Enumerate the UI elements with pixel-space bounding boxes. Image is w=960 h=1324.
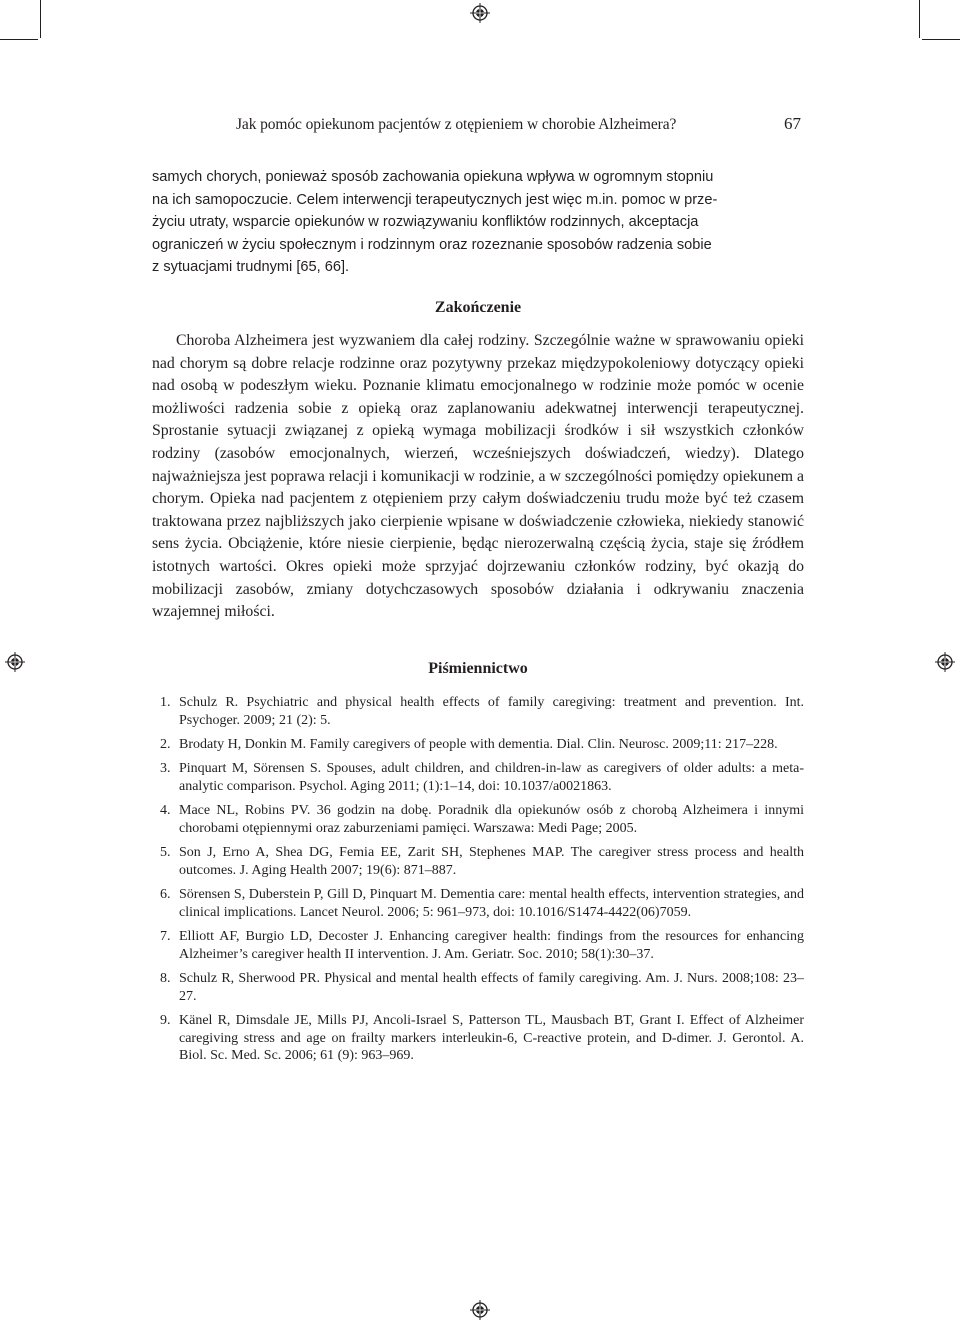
reference-number: 5. — [160, 845, 171, 861]
reference-item — [152, 844, 804, 879]
page-number: 67 — [784, 114, 801, 133]
reference-text: Son J, Erno A, Shea DG, Femia EE, Zarit SH, Stephenes MAP. The caregiver stress process and health outcomes. J. Aging Health 2007; 19(6): 871–887. — [179, 845, 804, 878]
continuation-paragraph — [152, 166, 804, 279]
reference-number: 9. — [160, 1013, 171, 1029]
reference-number: 7. — [160, 929, 171, 945]
reference-text: Elliott AF, Burgio LD, Decoster J. Enhancing caregiver health: findings from the resources for enhancing Alzheimer’s caregiver health II intervention. J. Am. Geriatr. Soc. 2010; 58(1):30–37. — [179, 929, 804, 962]
reference-number: 3. — [160, 761, 171, 777]
reference-text: Mace NL, Robins PV. 36 godzin na dobę. Poradnik dla opiekunów osób z chorobą Alzheimera i innymi chorobami otępiennymi oraz zaburzeniami pamięci. Warszawa: Medi Page; 2005. — [179, 803, 804, 836]
reference-list — [152, 694, 804, 1072]
registration-crosshair-icon — [470, 1300, 490, 1320]
reference-item — [152, 970, 804, 1005]
reference-item — [152, 760, 804, 795]
reference-number: 1. — [160, 695, 171, 710]
reference-item — [152, 802, 804, 837]
conclusion-paragraph: Choroba Alzheimera jest wyzwaniem dla całej rodziny. Szczególnie ważne w sprawowaniu opieki nad chorym są dobre relacje rodzinne oraz pozytywny przekaz międzypokoleniowy dotyczący opieki nad osobą w podeszłym wieku. Poznanie klimatu emocjonalnego w rodzinie może pomóc w ocenie możliwości radzenia sobie z opieką oraz zaplanowaniu adekwatnej interwencji terapeutycznej. Sprostanie sytuacji związanej z opieką wymaga mobilizacji środków i sił wszystkich członków rodziny (zasobów emocjonalnych, wierzeń, wcześniejszych doświadczeń, wiedzy). Dlatego najważniejsza jest poprawa relacji i komunikacji w rodzinie, a w szczególności pomiędzy opiekunem a chorym. Opieka nad pacjentem z otępieniem przy całym doświadczeniu trudu może być też czasem traktowana przez najbliższych jako cierpienie wpisane w doświadczenie człowieka, niekiedy stanowić sens życia. Obciążenie, które niesie cierpienie, będąc nierozerwalną częścią życia, staje się źródłem istotnych wartości. Okres opieki może sprzyjać dojrzewaniu członków rodziny, być okazją do mobilizacji zasobów, zmiany dotychczasowych sposobów działania i odkrywaniu znaczenia wzajemnej miłości. — [152, 332, 804, 621]
continuation-line: z sytuacjami trudnymi [65, 66]. — [152, 259, 350, 275]
crop-mark-top-right-vertical — [919, 0, 920, 38]
reference-text: Brodaty H, Donkin M. Family caregivers of people with dementia. Dial. Clin. Neurosc. 2009;11: 217–228. — [179, 736, 778, 752]
reference-number: 6. — [160, 887, 171, 903]
reference-item — [152, 886, 804, 921]
reference-item — [152, 736, 804, 754]
crop-mark-top-right-horizontal — [922, 39, 960, 40]
continuation-line: na ich samopoczucie. Celem interwencji terapeutycznych jest więc m.in. pomoc w prze- — [152, 191, 718, 208]
section-heading-conclusion: Zakończenie — [434, 299, 522, 316]
continuation-line: życiu utraty, wsparcie opiekunów w rozwiązywaniu konfliktów rodzinnych, akceptacja — [152, 214, 699, 230]
registration-crosshair-icon — [5, 652, 25, 672]
crop-mark-top-left-vertical — [40, 0, 41, 38]
reference-item — [152, 928, 804, 963]
section-heading-references: Piśmiennictwo — [428, 660, 528, 677]
registration-crosshair-icon — [470, 3, 490, 23]
registration-crosshair-icon — [935, 652, 955, 672]
reference-item — [152, 694, 804, 729]
continuation-line: ograniczeń w życiu społecznym i rodzinnym oraz rozeznanie sposobów radzenia sobie — [152, 236, 712, 253]
reference-number: 2. — [160, 736, 171, 752]
reference-item — [152, 1012, 804, 1065]
continuation-line: samych chorych, ponieważ sposób zachowania opiekuna wpływa w ogromnym stopniu — [152, 169, 714, 185]
reference-text: Schulz R, Sherwood PR. Physical and mental health effects of family caregiving. Am. J. Nurs. 2008;108: 23–27. — [179, 971, 804, 1004]
reference-text: Känel R, Dimsdale JE, Mills PJ, Ancoli-Israel S, Patterson TL, Mausbach BT, Grant I. Effect of Alzheimer caregiving stress and age on frailty markers interleukin-6, C-reactive protein, and D-dimer. J. Gerontol. A. Biol. Sc. Med. Sc. 2006; 61 (9): 963–969. — [179, 1013, 804, 1064]
reference-number: 4. — [160, 803, 171, 819]
running-header-title: Jak pomóc opiekunom pacjentów z otępieniem w chorobie Alzheimera? — [236, 116, 677, 133]
reference-number: 8. — [160, 971, 171, 987]
reference-text: Pinquart M, Sörensen S. Spouses, adult children, and children-in-law as caregivers of older adults: a meta-analytic comparison. Psychol. Aging 2011; (1):1–14, doi: 10.1037/a0021863. — [179, 761, 804, 794]
reference-text: Schulz R. Psychiatric and physical health effects of family caregiving: treatment and prevention. Int. Psychoger. 2009; 21 (2): 5. — [179, 695, 804, 728]
crop-mark-top-left-horizontal — [0, 39, 38, 40]
reference-text: Sörensen S, Duberstein P, Gill D, Pinquart M. Dementia care: mental health effects, intervention strategies, and clinical implications. Lancet Neurol. 2006; 5: 961–973, doi: 10.1016/S1474-4422(06)7059. — [179, 887, 804, 920]
